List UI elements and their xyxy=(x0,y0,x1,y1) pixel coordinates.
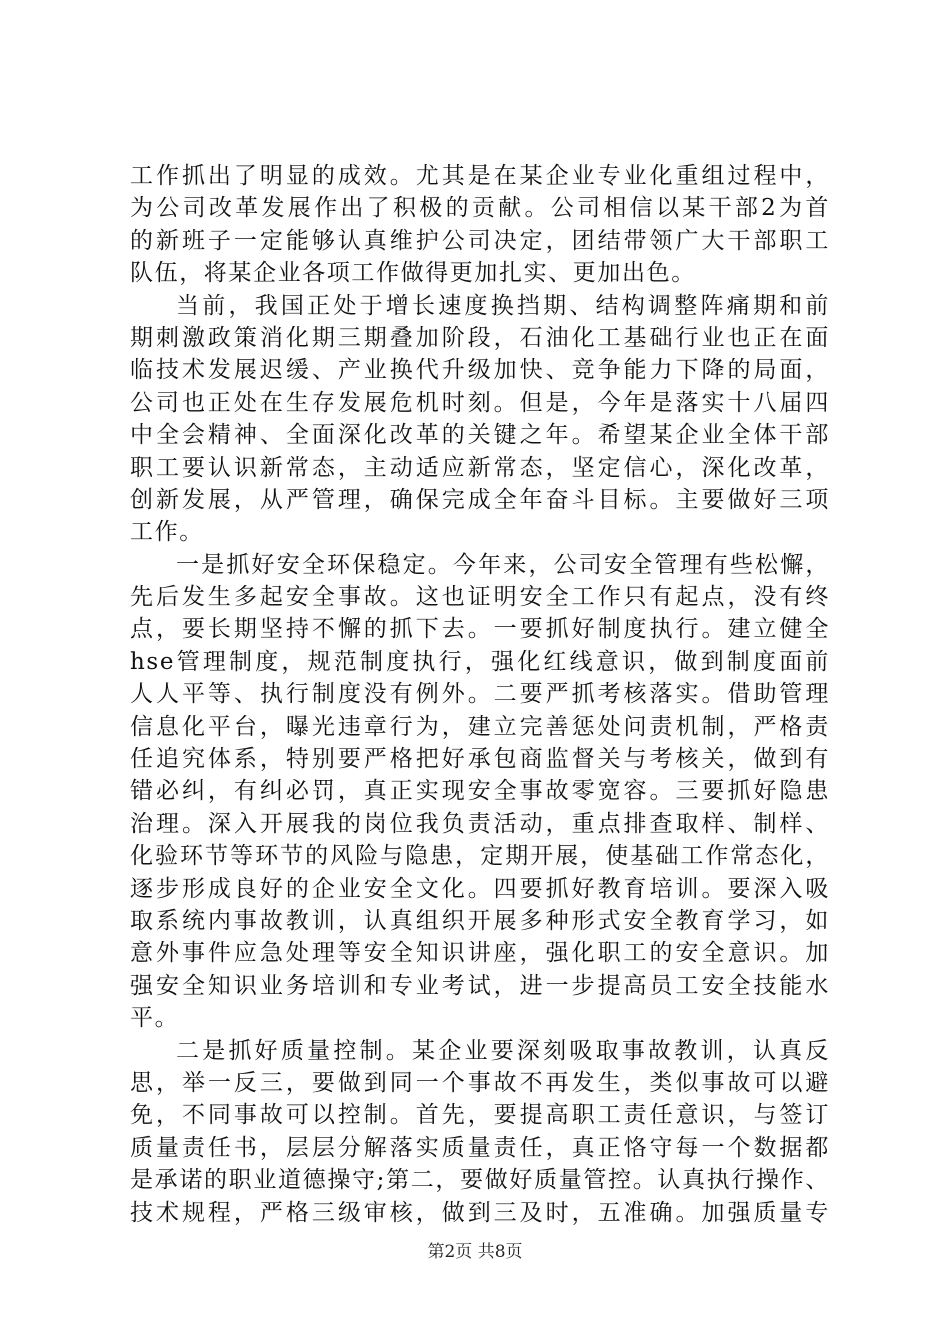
text-line: 化验环节等环节的风险与隐患，定期开展，使基础工作常态化， xyxy=(130,843,830,870)
text-line: 是承诺的职业道德操守;第二，要做好质量管控。认真执行操作、 xyxy=(130,1167,830,1194)
text-line: 公司也正处在生存发展危机时刻。但是，今年是落实十八届四 xyxy=(130,389,830,416)
text-line: 先后发生多起安全事故。这也证明安全工作只有起点，没有终 xyxy=(130,584,830,611)
text-line: 强安全知识业务培训和专业考试，进一步提高员工安全技能水 xyxy=(130,972,830,999)
text-line: 临技术发展迟缓、产业换代升级加快、竞争能力下降的局面， xyxy=(130,357,830,384)
text-line: 创新发展，从严管理，确保完成全年奋斗目标。主要做好三项 xyxy=(130,486,830,513)
paragraph-first-line: 一是抓好安全环保稳定。今年来，公司安全管理有些松懈， xyxy=(176,551,830,578)
text-line: 任追究体系，特别要严格把好承包商监督关与考核关，做到有 xyxy=(130,746,830,773)
text-line: 逐步形成良好的企业安全文化。四要抓好教育培训。要深入吸 xyxy=(130,875,830,902)
text-line: 思，举一反三，要做到同一个事故不再发生，类似事故可以避 xyxy=(130,1069,830,1096)
text-line: 信息化平台，曝光违章行为，建立完善惩处问责机制，严格责 xyxy=(130,713,830,740)
text-line: 意外事件应急处理等安全知识讲座，强化职工的安全意识。加 xyxy=(130,940,830,967)
text-line: 中全会精神、全面深化改革的关键之年。希望某企业全体干部 xyxy=(130,422,830,449)
text-line: 技术规程，严格三级审核，做到三及时，五准确。加强质量专 xyxy=(130,1199,830,1226)
text-line: 质量责任书，层层分解落实质量责任，真正恪守每一个数据都 xyxy=(130,1134,830,1161)
document-body xyxy=(130,160,830,1229)
paragraph-first-line: 当前，我国正处于增长速度换挡期、结构调整阵痛期和前 xyxy=(176,292,830,319)
text-line: 工作。 xyxy=(130,519,204,546)
text-line: 治理。深入开展我的岗位我负责活动，重点排查取样、制样、 xyxy=(130,810,830,837)
text-line: 点，要长期坚持不懈的抓下去。一要抓好制度执行。建立健全 xyxy=(130,616,830,643)
text-line: 队伍，将某企业各项工作做得更加扎实、更加出色。 xyxy=(130,260,696,287)
text-line: 工作抓出了明显的成效。尤其是在某企业专业化重组过程中， xyxy=(130,163,830,189)
text-line: 期刺激政策消化期三期叠加阶段，石油化工基础行业也正在面 xyxy=(130,324,830,351)
text-line: 免，不同事故可以控制。首先，要提高职工责任意识，与签订 xyxy=(130,1102,830,1129)
text-line: 平。 xyxy=(130,1005,180,1032)
text-line: 错必纠，有纠必罚，真正实现安全事故零宽容。三要抓好隐患 xyxy=(130,778,830,805)
text-line: hse管理制度，规范制度执行，强化红线意识，做到制度面前 xyxy=(130,648,830,675)
paragraph-first-line: 二是抓好质量控制。某企业要深刻吸取事故教训，认真反 xyxy=(176,1037,830,1064)
text-line: 职工要认识新常态，主动适应新常态，坚定信心，深化改革， xyxy=(130,454,830,481)
text-line: 的新班子一定能够认真维护公司决定，团结带领广大干部职工 xyxy=(130,227,830,254)
page-number-footer: 第2页 共8页 xyxy=(427,1242,523,1262)
text-line: 人人平等、执行制度没有例外。二要严抓考核落实。借助管理 xyxy=(130,681,830,708)
text-line: 为公司改革发展作出了积极的贡献。公司相信以某干部2为首 xyxy=(130,195,830,222)
text-line: 取系统内事故教训，认真组织开展多种形式安全教育学习，如 xyxy=(130,907,830,934)
